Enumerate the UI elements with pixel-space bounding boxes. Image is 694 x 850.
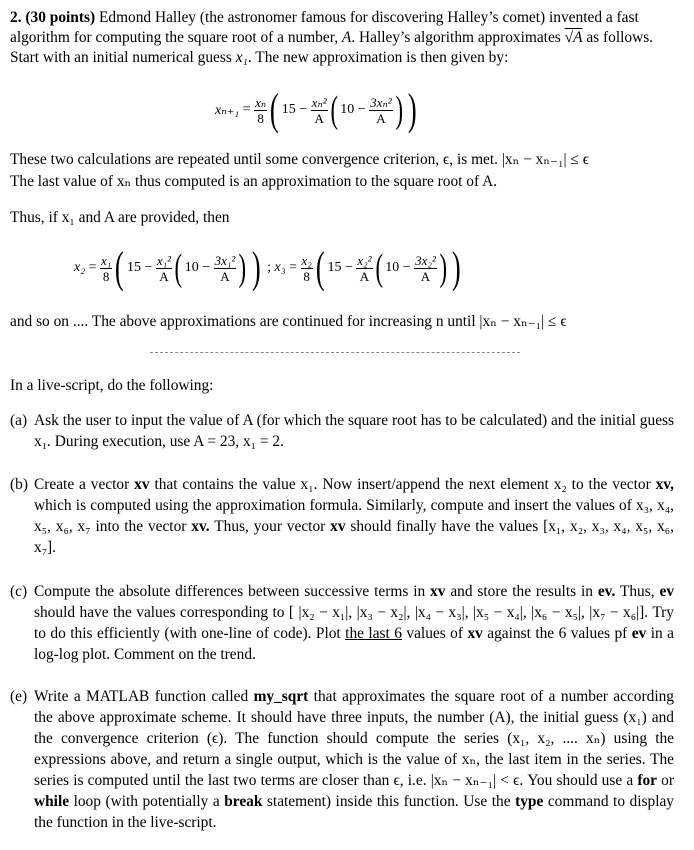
dashed-divider [150, 352, 520, 353]
sqrt-a: √A [564, 29, 583, 46]
part-e-text: Write a MATLAB function called my_sqrt that approximates the square root of a number according the above approximate scheme. It should have three inputs, the number (A), the initial guess (x₁) and the convergence criterion (ϵ). The function should compute the series (x₁, x₂, .... xₙ) using the expressions above, and return a single output, which is the value of xₙ, the last item in the series. The series is computed until the last two terms are closer than ϵ, i.e. |xₙ − xₙ₋₁| < ϵ. You should use a for or while loop (with potentially a break statement) inside this function. Use the type command to display the function in the live-script. [34, 688, 675, 831]
part-a-text: Ask the user to input the value of A (for which the square root has to be calculated) and the initial guess x₁. During execution, use A = 23, x₁ = 2. [34, 412, 674, 450]
part-b-text: Create a vector xv that contains the value x₁. Now insert/append the next element x₂ to the vector xv, which is computed using the approximation formula. Similarly, compute and insert the values of x₃, x₄, x₅, x₆, x₇ into the vector xv. Thus, your vector xv should finally have the values [x₁, x₂, x₃, x₄, x₅, x₆, x₇]. [34, 476, 674, 556]
thus-text: Thus, if x₁ and A are provided, then [10, 209, 230, 226]
part-c-text: Compute the absolute differences between successive terms in xv and store the results in ev. Thus, ev should have the values corresponding to [ |x₂ − x₁|, |x₃ − x₂|, |x₄ − x₃|, |x₅ − x₄|, |x₆ − x₅|, |x₇ − x₆|]. Try to do this efficiently (with one-line of code). Plot the last 6 values of xv against the 6 values pf ev in a log-log plot. Comment on the trend. [34, 583, 675, 663]
problem-points: (30 points) [25, 9, 96, 26]
equation-main: xₙ₊₁ = $\frac{\text{xₙ}}{8}$ ( 15 − $\frac{\text{xₙ²}}{A}$ ( 10 − $\frac{\text{3xₙ²}}{A}$ ) ) [215, 85, 417, 134]
part-e-label: (e) [10, 688, 28, 705]
problem-intro: 2. (30 points) Edmond Halley (the astronomer famous for discovering Halley’s comet) invented a fast algorithm for computing the square root of a number, A. Halley’s algorithm approximates √A as follows. Start with an initial numerical guess x₁. The new approximation is then given by: [10, 9, 654, 66]
problem-number: 2. [10, 9, 22, 26]
part-a-label: (a) [10, 412, 28, 429]
equation-x2-x3: x₂ = $\frac{\text{x₁}}{8}$ ( 15 − $\frac{\text{x₁²}}{A}$ ( 10 − $\frac{\text{3x₁²}}{A}$ ) ) ; x₃ = $\frac{\text{x₂}}{8}$ ( 15 − $\frac{\text{x₂²}}{A}$ ( 10 − $\frac{\text{3x₂²}}{A}$ ) ) [74, 243, 462, 292]
live-script-text: In a live-script, do the following: [10, 377, 214, 394]
part-c-label: (c) [10, 583, 28, 600]
last-value-text: The last value of xₙ thus computed is an approximation to the square root of A. [10, 173, 498, 190]
and-so-on-text: and so on .... The above approximations are continued for increasing n until |xₙ − xₙ₋₁| ≤ ϵ [10, 313, 567, 330]
part-b-label: (b) [10, 476, 28, 493]
repeat-text: These two calculations are repeated until some convergence criterion, ϵ, is met. |xₙ − xₙ₋₁| ≤ ϵ [10, 151, 589, 168]
